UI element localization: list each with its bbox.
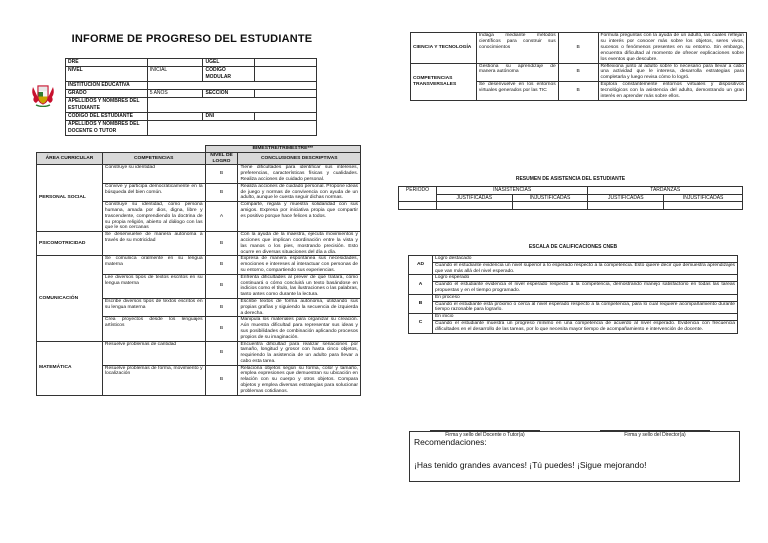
descriptive-conclusion[interactable]: Expresa de manera espontánea sus necesidades, emociones e intereses al interactuar con personas de su entorno, compartiendo sus experiencias. bbox=[238, 256, 361, 274]
info-label: DRE bbox=[66, 59, 148, 67]
competencies-table bbox=[36, 145, 361, 396]
director-signature-line bbox=[600, 430, 710, 431]
area-name: COMUNICACIÓN bbox=[37, 256, 103, 341]
info-label: CODIGO MODULAR bbox=[203, 67, 255, 82]
competency-row bbox=[411, 33, 747, 64]
competency-row bbox=[37, 232, 361, 256]
competency-column-header: COMPETENCIAS bbox=[102, 152, 205, 165]
achievement-level[interactable]: A bbox=[205, 202, 238, 232]
area-name: CIENCIA Y TECNOLOGÍA bbox=[411, 33, 477, 64]
scale-row bbox=[409, 262, 738, 275]
descriptive-conclusion[interactable]: Realiza acciones de cuidado personal. Propone ideas de juego y normas de convivencia con ayuda de un adulto, aunque le cuesta seguir dichas normas. bbox=[238, 183, 361, 201]
info-value[interactable] bbox=[147, 113, 203, 121]
competency-text: Se comunica oralmente en su lengua materna bbox=[102, 256, 205, 274]
achievement-level[interactable]: B bbox=[558, 63, 598, 82]
scale-row bbox=[409, 275, 738, 282]
absences-column-header: INASISTENCIAS bbox=[436, 187, 588, 195]
competency-text: Gestiona su aprendizaje de manera autónoma bbox=[476, 63, 558, 82]
info-label: GRADO bbox=[66, 90, 148, 98]
attendance-title: RESUMEN DE ASISTENCIA DEL ESTUDIANTE bbox=[515, 176, 626, 182]
scale-level-name: En proceso bbox=[433, 294, 738, 301]
info-value[interactable] bbox=[147, 82, 316, 90]
info-value[interactable] bbox=[147, 121, 316, 136]
descriptive-conclusion[interactable]: Manipula los materiales para organizar su creación. Aún muestra dificultad para representar sus ideas y sus posibilidades de combinación aplicando procesos propios de su imaginación. bbox=[238, 317, 361, 341]
info-label: SECCION bbox=[203, 90, 255, 98]
achievement-level[interactable]: B bbox=[205, 183, 238, 201]
scale-row bbox=[409, 294, 738, 301]
info-row bbox=[66, 90, 317, 98]
descriptive-conclusion[interactable]: Formula preguntas con la ayuda de un adulto, las cuales reflejan su interés por conocer más sobre los objetos, seres vivos, sucesos o fenómenos presentes en su entorno. Sin embargo, encuentra dificultad al momento de ofrecer explicaciones sobre los eventos que descubre. bbox=[598, 33, 746, 64]
peru-coat-of-arms-icon bbox=[30, 83, 56, 107]
scale-row bbox=[409, 282, 738, 295]
scale-description: Cuando el estudiante está próximo o cerca al nivel esperado respecto a la competencia, para lo cual requiere acompañamiento durante tiempo razonable para lograrlo. bbox=[433, 301, 738, 314]
descriptive-conclusion[interactable]: Con la ayuda de la maestra, ejecuta movimientos y acciones que implican coordinación entre la vista y las manos o los pies, mostrando precisión. Esto ocurre en diversas situaciones del día a día. bbox=[238, 232, 361, 256]
descriptive-conclusion[interactable]: Comparte, regala y muestra solidaridad con sus amigos. Expresa por iniciativa propia que compartir es positivo porque hace felices a todos. bbox=[238, 202, 361, 232]
info-value[interactable]: INICIAL bbox=[147, 67, 203, 82]
area-name: COMPETENCIAS TRANSVERSALES bbox=[411, 63, 477, 100]
descriptive-conclusion[interactable]: Enfrenta dificultades al prever de qué tratará, cómo continuará o cómo concluirá un texto basándose en indicios como el título, las ilustraciones o las palabras, tanto antes como durante la lectura. bbox=[238, 274, 361, 298]
additional-competencies-table bbox=[410, 32, 747, 101]
competency-text: Indaga mediante métodos científicos para construir sus conocimientos bbox=[476, 33, 558, 64]
attendance-cell[interactable] bbox=[399, 202, 437, 210]
scale-level-name: Logro destacado bbox=[433, 256, 738, 263]
scale-description: Cuando el estudiante muestra un progreso mínimo en una competencia de acuerdo al nivel esperado. Evidencia con frecuencia dificultades en el desarrollo de las tareas, por lo que necesita mayor tiempo de acompañamiento e intervención de docente. bbox=[433, 320, 738, 333]
late-column-header: TARDANZAS bbox=[588, 187, 743, 195]
teacher-signature-line bbox=[430, 430, 540, 431]
scale-row bbox=[409, 314, 738, 321]
info-label: UGEL bbox=[203, 59, 255, 67]
achievement-level[interactable]: B bbox=[558, 82, 598, 101]
late-justified-header: JUSTIFICADAS bbox=[588, 194, 664, 202]
late-unjustified-header: INJUSTIFICADAS bbox=[664, 194, 743, 202]
competency-text: Construye su identidad bbox=[102, 165, 205, 183]
info-value[interactable] bbox=[255, 113, 317, 121]
competency-text: Resuelve problemas de cantidad bbox=[102, 341, 205, 365]
info-value[interactable] bbox=[255, 67, 317, 82]
recommendations-box bbox=[409, 431, 740, 482]
director-signature-label: Firma y sello del Director(a) bbox=[624, 432, 686, 438]
info-row bbox=[66, 67, 317, 82]
info-value[interactable]: 5 AÑOS bbox=[147, 90, 203, 98]
conclusions-column-header: CONCLUSIONES DESCRIPTIVAS bbox=[238, 152, 361, 165]
grading-scale-table bbox=[408, 255, 738, 334]
info-row bbox=[66, 82, 317, 90]
info-label: NIVEL bbox=[66, 67, 148, 82]
descriptive-conclusion[interactable]: Escribe textos de forma autónoma, utilizando sus propias grafías y siguiendo la secuencia de izquierda a derecha. bbox=[238, 298, 361, 316]
achievement-level[interactable]: B bbox=[205, 365, 238, 395]
descriptive-conclusion[interactable]: Explora constantemente entornos virtuales y dispositivos tecnológicos con la asistencia del adulto, demostrando un gran interés en aprender más sobre ellos. bbox=[598, 82, 746, 101]
scale-description: Cuando el estudiante evidencia el nivel esperado respecto a la competencia, demostrando manejo satisfactorio en todas las tareas propuestas y en el tiempo programado. bbox=[433, 282, 738, 295]
competency-text: Construye su identidad, como persona humana, amada por dios, digna, libre y trascendente, comprendiendo la doctrina de su propia religión, abierto al diálogo con las que le son cercanas bbox=[102, 202, 205, 232]
achievement-level[interactable]: B bbox=[205, 165, 238, 183]
attendance-cell[interactable] bbox=[436, 202, 512, 210]
attendance-cell[interactable] bbox=[664, 202, 743, 210]
info-value[interactable] bbox=[147, 59, 203, 67]
teacher-signature-label: Firma y sello del Docente o Tutor(a) bbox=[445, 432, 525, 438]
scale-code: AD bbox=[409, 256, 433, 275]
area-name: MATEMÁTICA bbox=[37, 341, 103, 395]
competency-text: Lee diversos tipos de textos escritos en su lengua materna bbox=[102, 274, 205, 298]
info-value[interactable] bbox=[255, 59, 317, 67]
achievement-level[interactable]: B bbox=[205, 341, 238, 365]
competency-text: Crea proyectos desde los lenguajes artísticos bbox=[102, 317, 205, 341]
competency-text: Escribe diversos tipos de textos escritos en su lengua materna bbox=[102, 298, 205, 316]
area-name: PSICOMOTRICIDAD bbox=[37, 232, 103, 256]
area-column-header: ÁREA CURRICULAR bbox=[37, 152, 103, 165]
info-row bbox=[66, 59, 317, 67]
period-column-header: PERIODO bbox=[399, 187, 437, 202]
competency-row bbox=[37, 256, 361, 274]
absences-justified-header: JUSTIFICADAS bbox=[436, 194, 512, 202]
achievement-level[interactable]: B bbox=[558, 33, 598, 64]
scale-row bbox=[409, 256, 738, 263]
info-label: CODIGO DEL ESTUDIANTE bbox=[66, 113, 148, 121]
level-column-header: NIVEL DE LOGRO bbox=[205, 152, 238, 165]
attendance-cell[interactable] bbox=[588, 202, 664, 210]
competency-text: Se desenvuelve en los entornos virtuales generados por las TIC bbox=[476, 82, 558, 101]
achievement-level[interactable]: B bbox=[205, 274, 238, 298]
absences-unjustified-header: INJUSTIFICADAS bbox=[512, 194, 588, 202]
descriptive-conclusion[interactable]: Encuentra dificultad para realizar seriaciones por tamaño, longitud y grosor con hasta cinco objetos, requiriendo la asistencia de un adulto para llevar a cabo esta tarea. bbox=[238, 341, 361, 365]
area-name: PERSONAL SOCIAL bbox=[37, 165, 103, 232]
achievement-level[interactable]: B bbox=[205, 232, 238, 256]
recommendations-message: ¡Has tenido grandes avances! ¡Tú puedes! ¡Sigue mejorando! bbox=[414, 460, 647, 470]
period-header: BIMESTRE/TRIMESTRE*** bbox=[205, 146, 360, 153]
scale-level-name: En inicio bbox=[433, 314, 738, 321]
descriptive-conclusion[interactable]: Reflexiona junto al adulto sobre lo necesario para llevar a cabo una actividad que le interesa, desarrolla estrategias para completarla y luego revisa cómo lo logró. bbox=[598, 63, 746, 82]
competency-row bbox=[37, 341, 361, 365]
competency-row bbox=[37, 165, 361, 183]
competency-text: Resuelve problemas de forma, movimiento y localización bbox=[102, 365, 205, 395]
competency-text: Se desenvuelve de manera autónoma a través de su motricidad bbox=[102, 232, 205, 256]
attendance-cell[interactable] bbox=[512, 202, 588, 210]
student-info-table bbox=[65, 58, 317, 136]
scale-code: B bbox=[409, 294, 433, 313]
achievement-level[interactable]: B bbox=[205, 298, 238, 316]
scale-title: ESCALA DE CALIFICACIONES CNEB bbox=[528, 244, 618, 250]
competency-row bbox=[411, 63, 747, 82]
info-label: APELLIDOS Y NOMBRES DEL DOCENTE O TUTOR bbox=[66, 121, 148, 136]
info-row bbox=[66, 121, 317, 136]
achievement-level[interactable]: B bbox=[205, 256, 238, 274]
info-label: INSTITUCION EDUCATIVA bbox=[66, 82, 148, 90]
info-label: DNI bbox=[203, 113, 255, 121]
descriptive-conclusion[interactable]: Relaciona objetos según su forma, color y tamaño, emplea expresiones que demuestran su ubicación en relación con su cuerpo y otros objetos. Compara objetos y emplea diversas estrategias para solucionar problemas cotidianos. bbox=[238, 365, 361, 395]
recommendations-heading: Recomendaciones: bbox=[414, 437, 487, 447]
info-label: APELLIDOS Y NOMBRES DEL ESTUDIANTE bbox=[66, 98, 148, 113]
scale-row bbox=[409, 320, 738, 333]
info-row bbox=[66, 113, 317, 121]
info-value[interactable] bbox=[255, 90, 317, 98]
competency-text: Convive y participa democráticamente en la búsqueda del bien común. bbox=[102, 183, 205, 201]
report-title: INFORME DE PROGRESO DEL ESTUDIANTE bbox=[71, 33, 313, 45]
info-row bbox=[66, 98, 317, 113]
scale-level-name: Logro esperado bbox=[433, 275, 738, 282]
info-value[interactable] bbox=[147, 98, 316, 113]
scale-code: A bbox=[409, 275, 433, 294]
scale-code: C bbox=[409, 314, 433, 333]
scale-row bbox=[409, 301, 738, 314]
descriptive-conclusion[interactable]: Tiene dificultades para identificar sus intereses, preferencias, características físicas y cualidades. Realiza acciones de cuidado personal. bbox=[238, 165, 361, 183]
scale-description: Cuando el estudiante evidencia un nivel superior a lo esperado respecto a la competencia. Esto quiere decir que demuestra aprendizajes que van más allá del nivel esperado. bbox=[433, 262, 738, 275]
attendance-table bbox=[398, 186, 743, 210]
achievement-level[interactable]: B bbox=[205, 317, 238, 341]
